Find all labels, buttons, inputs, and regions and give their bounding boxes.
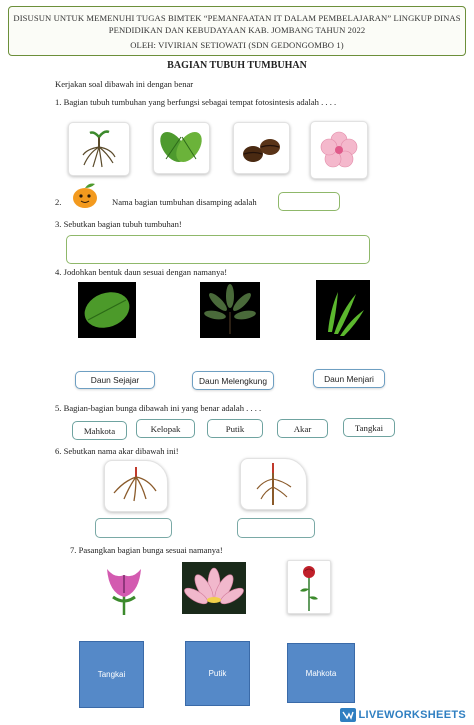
brand-name: LIVEWORKSHEETS: [358, 709, 466, 721]
option-daun-menjari[interactable]: Daun Menjari: [313, 369, 385, 388]
question-4: 4. Jodohkan bentuk daun sesuai dengan namanya!: [55, 267, 228, 277]
question-1: 1. Bagian tubuh tumbuhan yang berfungsi sebagai tempat fotosintesis adalah . . . .: [55, 97, 337, 107]
header-line-2: PENDIDIKAN DAN KEBUDAYAAN KAB. JOMBANG TAHUN 2022: [108, 25, 366, 35]
option-daun-sejajar[interactable]: Daun Sejajar: [75, 371, 155, 389]
oval-leaf-image[interactable]: [78, 282, 136, 338]
liveworksheets-logo-icon: [340, 708, 356, 722]
header-line-1: DISUSUN UNTUK MEMENUHI TUGAS BIMTEK “PEMANFAATAN IT DALAM PEMBELAJARAN” LINGKUP DINAS: [13, 13, 461, 23]
roots-icon: [69, 123, 129, 175]
flower-diagram-image[interactable]: [99, 563, 149, 615]
option-tangkai[interactable]: Tangkai: [343, 418, 395, 437]
blossom-icon: [311, 122, 367, 178]
answer-field-q2[interactable]: [278, 192, 340, 211]
question-2-number: 2.: [55, 197, 62, 207]
question-3: 3. Sebutkan bagian tubuh tumbuhan!: [55, 219, 182, 229]
answer-field-q3[interactable]: [66, 235, 370, 264]
lotus-image[interactable]: [182, 562, 246, 614]
option-akar[interactable]: Akar: [277, 419, 328, 438]
palmate-leaf-image[interactable]: [200, 282, 260, 338]
instruction-text: Kerjakan soal dibawah ini dengan benar: [55, 79, 194, 89]
flower-image[interactable]: [310, 121, 368, 179]
rose-icon: [288, 561, 330, 613]
question-6: 6. Sebutkan nama akar dibawah ini!: [55, 446, 179, 456]
parallel-leaf-icon: [316, 280, 370, 340]
option-putik[interactable]: Putik: [207, 419, 263, 438]
mango-image: [70, 180, 100, 210]
answer-field-q6b[interactable]: [237, 518, 315, 538]
question-7: 7. Pasangkan bagian bunga sesuai namanya!: [70, 545, 223, 555]
parallel-leaf-image[interactable]: [316, 280, 370, 340]
seeds-image[interactable]: [233, 122, 290, 174]
header-line-3: OLEH: VIVIRIAN SETIOWATI (SDN GEDONGOMBO 1): [130, 40, 344, 50]
coffee-bean-icon: [234, 123, 289, 173]
worksheet-title: BAGIAN TUBUH TUMBUHAN: [167, 60, 307, 71]
answer-field-q6a[interactable]: [95, 518, 172, 538]
option-daun-melengkung[interactable]: Daun Melengkung: [192, 371, 274, 390]
leaf-icon: [154, 123, 209, 173]
palmate-leaf-icon: [200, 282, 260, 338]
question-5: 5. Bagian-bagian bunga dibawah ini yang benar adalah . . . .: [55, 403, 262, 413]
drop-box-putik[interactable]: Putik: [185, 641, 250, 706]
roots-image[interactable]: [68, 122, 130, 176]
worksheet-header: [8, 6, 466, 56]
drop-box-tangkai[interactable]: Tangkai: [79, 641, 144, 708]
leaves-image[interactable]: [153, 122, 210, 174]
taproot-image[interactable]: [240, 458, 307, 510]
rose-image[interactable]: [287, 560, 331, 614]
option-kelopak[interactable]: Kelopak: [136, 419, 195, 438]
question-2: Nama bagian tumbuhan disamping adalah: [112, 197, 257, 207]
fibrous-root-image[interactable]: [104, 460, 168, 512]
fibrous-root-icon: [105, 461, 167, 511]
footer-branding: [340, 708, 467, 722]
flower-anatomy-icon: [99, 563, 149, 615]
fruit-icon: [70, 180, 100, 210]
option-mahkota[interactable]: Mahkota: [72, 421, 127, 440]
taproot-icon: [241, 459, 306, 509]
lotus-icon: [182, 562, 246, 614]
drop-box-mahkota[interactable]: Mahkota: [287, 643, 355, 703]
oval-leaf-icon: [78, 282, 136, 338]
